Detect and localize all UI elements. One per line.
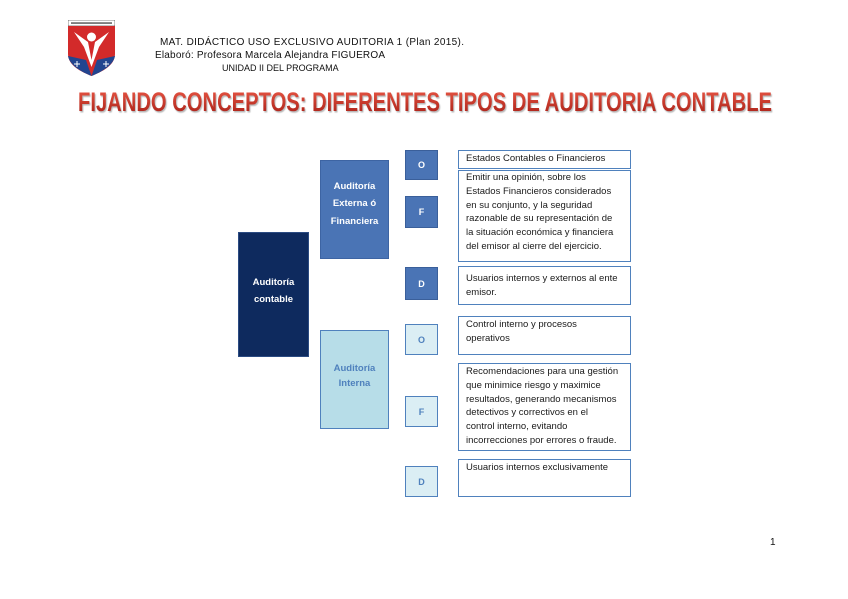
text-line: Usuarios internos y externos al ente: [466, 273, 618, 284]
text-line: Estados Contables o Financieros: [466, 153, 606, 164]
node-label: Externa ó: [332, 198, 377, 210]
text-box-external-recipients: [458, 266, 631, 305]
node-auditoria-externa: [320, 160, 389, 259]
page-number: 1: [770, 537, 776, 548]
text-box-external-purpose: [458, 170, 631, 262]
letter-box-internal-recipients: D: [405, 466, 438, 497]
text-line: operativos: [466, 332, 510, 344]
letter-box-internal-purpose: F: [405, 396, 438, 427]
header-course-line: MAT. DIDÁCTICO USO EXCLUSIVO AUDITORIA 1 (Plan 2015).: [160, 37, 465, 48]
letter-box-external-purpose: F: [405, 196, 438, 228]
text-box-internal-recipients: [458, 459, 631, 497]
node-label: contable: [253, 294, 294, 305]
node-label: Financiera: [330, 215, 379, 227]
text-box-internal-purpose: [458, 363, 631, 451]
shield-emblem-icon: [68, 20, 115, 76]
text-line: razonable de su representación de: [466, 213, 613, 225]
header-author-line: Elaboró: Profesora Marcela Alejandra FIGUEROA: [155, 50, 386, 61]
text-line: en su conjunto, y la seguridad: [466, 199, 593, 211]
text-box-internal-objective: [458, 316, 631, 355]
text-line: que minimice riesgo y maximice: [466, 379, 601, 391]
school-logo: [68, 20, 115, 76]
text-line: la situación económica y financiera: [466, 227, 614, 239]
text-line: detectivos y correctivos en el: [466, 407, 588, 419]
node-auditoria-contable: [238, 232, 309, 357]
page-title-text: FIJANDO CONCEPTOS: DIFERENTES TIPOS DE AUDITORIA CONTABLE: [78, 87, 772, 117]
node-label: Auditoría: [333, 180, 376, 192]
node-auditoria-interna: [320, 330, 389, 429]
letter-box-external-recipients: D: [405, 267, 438, 300]
text-line: Emitir una opinión, sobre los: [466, 172, 586, 183]
text-line: incorrecciones por errores o fraude.: [466, 434, 617, 446]
letter-box-external-objective: O: [405, 150, 438, 180]
page-title: [0, 80, 848, 120]
text-line: emisor.: [466, 286, 497, 298]
node-label: Auditoría: [333, 362, 376, 374]
node-label: Auditoría: [252, 277, 295, 288]
text-line: Recomendaciones para una gestión: [466, 366, 619, 377]
text-line: Usuarios internos exclusivamente: [466, 462, 609, 473]
node-label: Interna: [338, 377, 371, 389]
text-line: Estados Financieros considerados: [466, 185, 612, 197]
header-unit-line: UNIDAD II DEL PROGRAMA: [222, 63, 339, 73]
text-box-external-objective: [458, 150, 631, 169]
text-line: resultados, generando mecanismos: [466, 393, 617, 405]
letter-box-internal-objective: O: [405, 324, 438, 355]
text-line: Control interno y procesos: [466, 319, 577, 330]
text-line: control interno, evitando: [466, 421, 568, 433]
text-line: del emisor al cierre del ejercicio.: [466, 240, 602, 252]
